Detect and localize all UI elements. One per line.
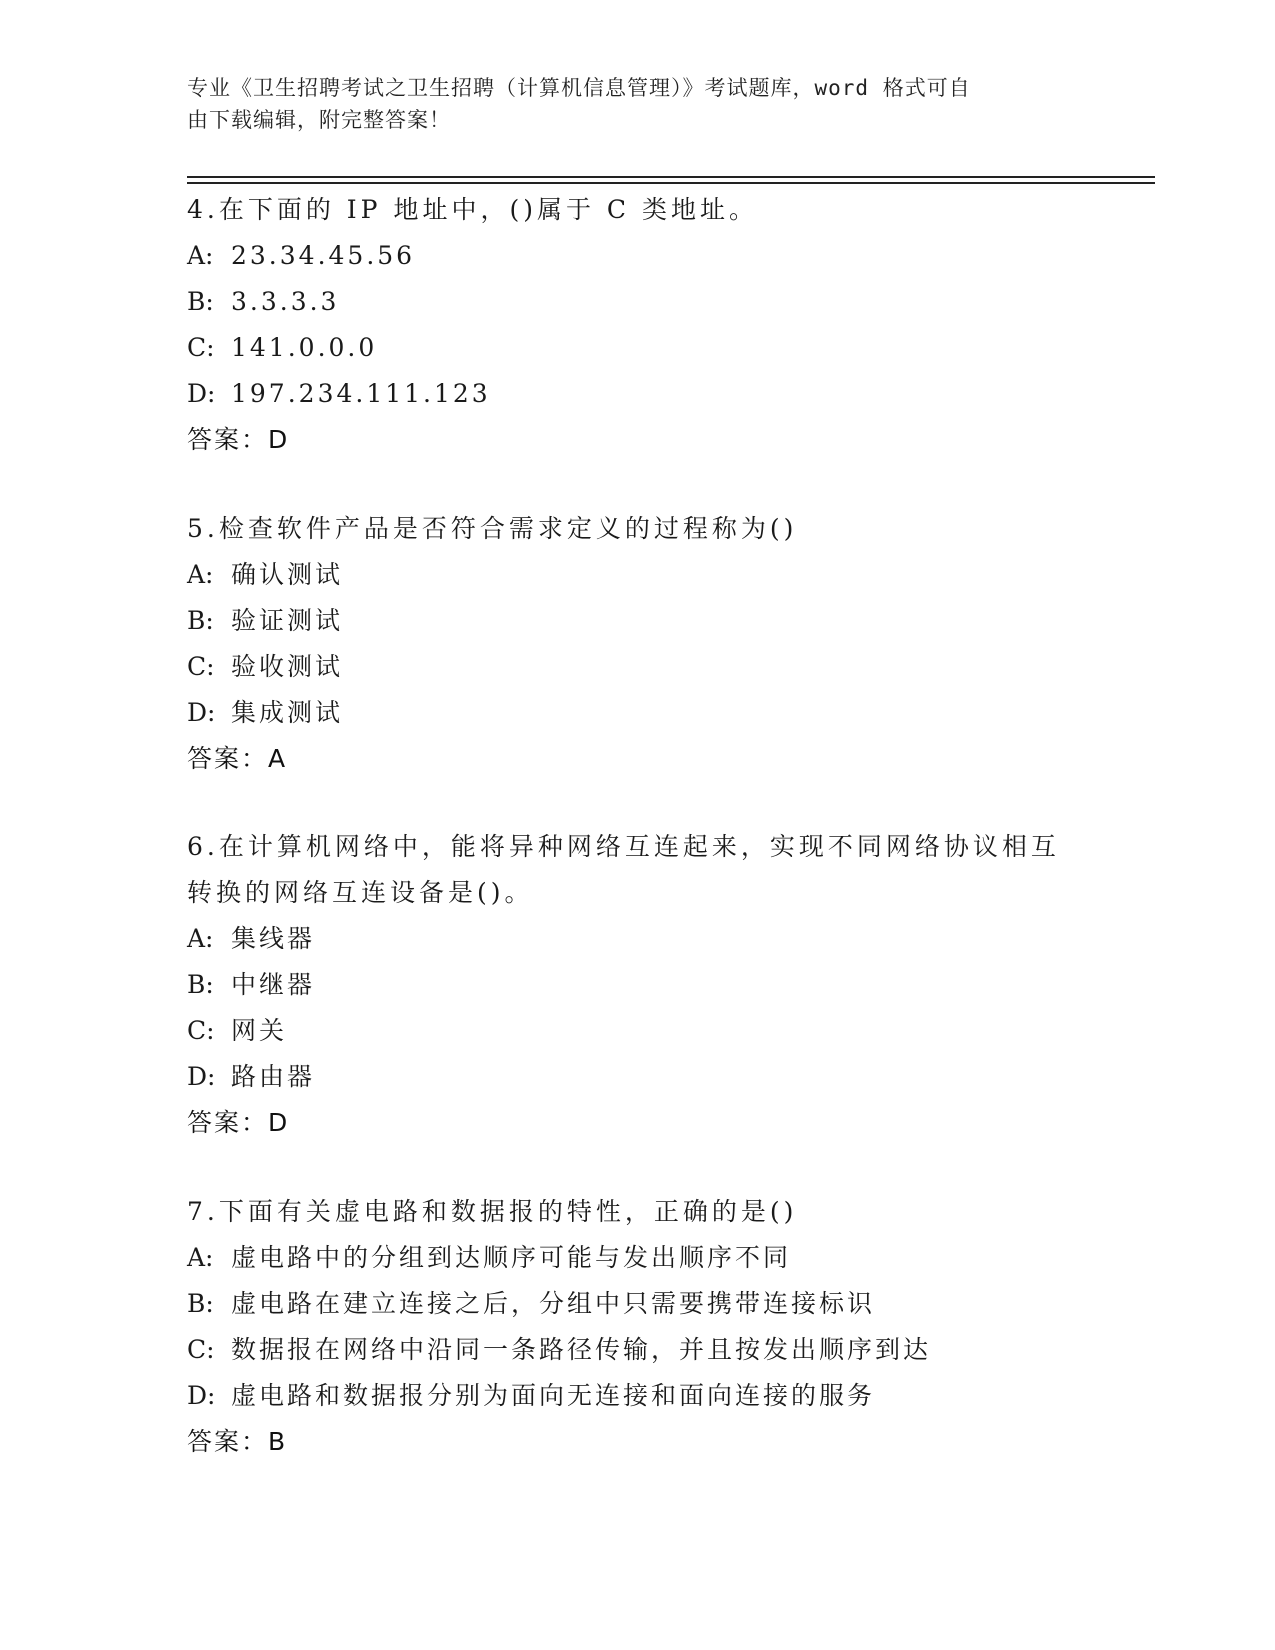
- option-c: [187, 1008, 1087, 1054]
- question-stem: 4.在下面的 IP 地址中，()属于 C 类地址。: [187, 195, 758, 224]
- option-b: [187, 279, 1087, 325]
- option-letter: B:: [187, 606, 214, 635]
- option-letter: B:: [187, 970, 214, 999]
- option-text: 确认测试: [231, 560, 344, 589]
- option-text: 集线器: [231, 924, 316, 953]
- option-text: 23.34.45.56: [231, 241, 416, 270]
- option-b: [187, 598, 1087, 644]
- option-letter: A:: [187, 241, 214, 270]
- question-stem: 7.下面有关虚电路和数据报的特性，正确的是(): [187, 1197, 798, 1226]
- option-text: 数据报在网络中沿同一条路径传输，并且按发出顺序到达: [231, 1335, 932, 1364]
- question-stem: 6.在计算机网络中，能将异种网络互连起来，实现不同网络协议相互: [187, 832, 1060, 861]
- question-7: [187, 1189, 1087, 1465]
- option-text: 路由器: [231, 1062, 316, 1091]
- option-text: 3.3.3.3: [231, 287, 340, 316]
- header-divider-bottom: [187, 182, 1155, 184]
- option-a: [187, 1235, 1087, 1281]
- question-5: [187, 506, 1087, 782]
- option-text: 验证测试: [231, 606, 344, 635]
- option-a: [187, 916, 1087, 962]
- option-c: [187, 644, 1087, 690]
- option-letter: A:: [187, 924, 214, 953]
- option-text: 验收测试: [231, 652, 344, 681]
- header-line-2: 由下载编辑，附完整答案！: [187, 108, 451, 132]
- answer-line: 答案：D: [187, 1108, 290, 1137]
- option-d: [187, 371, 1087, 417]
- option-letter: B:: [187, 287, 214, 316]
- option-text: 141.0.0.0: [231, 333, 378, 362]
- answer-line: 答案：D: [187, 425, 290, 454]
- option-text: 虚电路和数据报分别为面向无连接和面向连接的服务: [231, 1381, 876, 1410]
- option-a: [187, 233, 1087, 279]
- option-d: [187, 1054, 1087, 1100]
- option-letter: C:: [187, 333, 215, 362]
- option-letter: D:: [187, 1062, 216, 1091]
- header-divider-top: [187, 176, 1155, 178]
- option-text: 中继器: [231, 970, 316, 999]
- option-letter: C:: [187, 1335, 215, 1364]
- option-text: 虚电路在建立连接之后，分组中只需要携带连接标识: [231, 1289, 876, 1318]
- header-line-1: 专业《卫生招聘考试之卫生招聘（计算机信息管理）》考试题库，word 格式可自: [187, 76, 971, 100]
- option-text: 网关: [231, 1016, 288, 1045]
- option-letter: B:: [187, 1289, 214, 1318]
- document-header: [187, 72, 1067, 136]
- option-text: 集成测试: [231, 698, 344, 727]
- option-letter: D:: [187, 379, 216, 408]
- question-4: [187, 187, 1087, 463]
- option-letter: D:: [187, 1381, 216, 1410]
- answer-line: 答案：B: [187, 1427, 288, 1456]
- option-b: [187, 962, 1087, 1008]
- question-stem: 5.检查软件产品是否符合需求定义的过程称为(): [187, 514, 798, 543]
- option-c: [187, 325, 1087, 371]
- option-letter: C:: [187, 652, 215, 681]
- option-text: 197.234.111.123: [231, 379, 491, 408]
- option-letter: D:: [187, 698, 216, 727]
- option-d: [187, 1373, 1087, 1419]
- option-d: [187, 690, 1087, 736]
- option-letter: C:: [187, 1016, 215, 1045]
- option-text: 虚电路中的分组到达顺序可能与发出顺序不同: [231, 1243, 792, 1272]
- option-a: [187, 552, 1087, 598]
- question-stem-continued: 转换的网络互连设备是()。: [187, 878, 534, 907]
- option-b: [187, 1281, 1087, 1327]
- option-letter: A:: [187, 560, 214, 589]
- answer-line: 答案：A: [187, 744, 288, 773]
- option-c: [187, 1327, 1087, 1373]
- option-letter: A:: [187, 1243, 214, 1272]
- question-6: [187, 824, 1087, 1146]
